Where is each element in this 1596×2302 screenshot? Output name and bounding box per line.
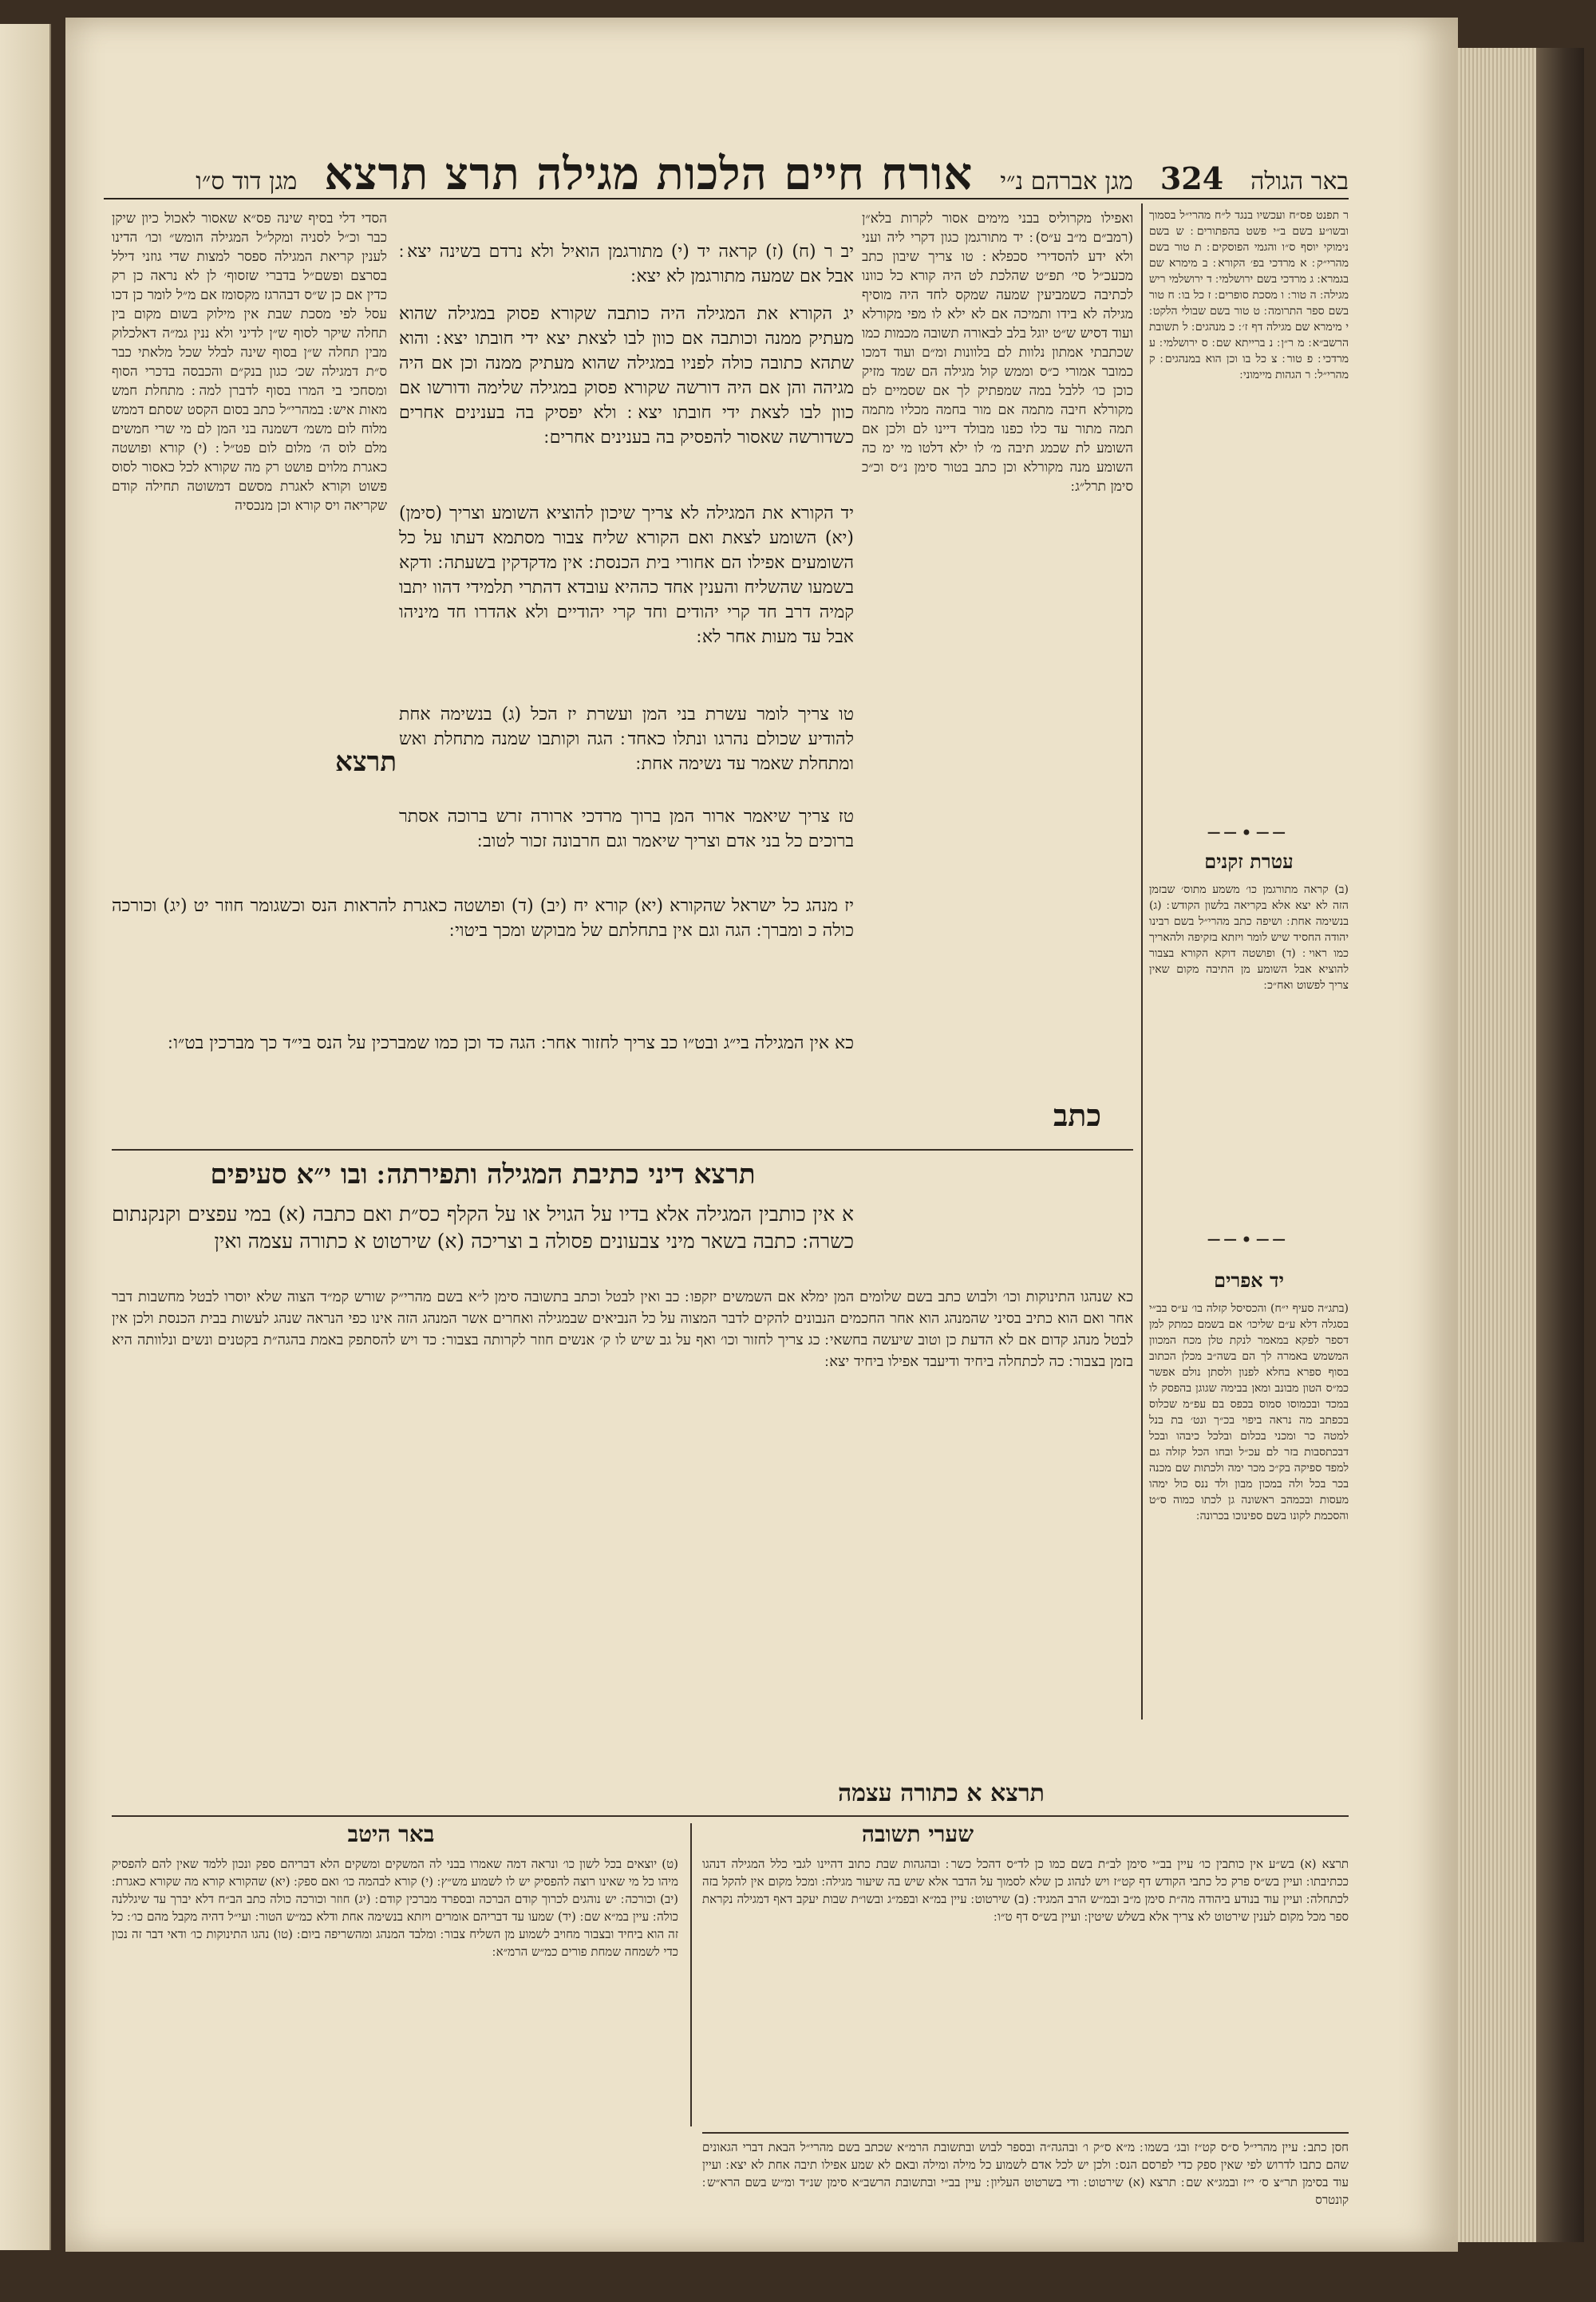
- header-main-title: אורח חיים הלכות מגילה תרצ תרצא: [324, 148, 974, 200]
- bottom-column-divider: [690, 1823, 692, 2126]
- main-text-seif-17: יז מנהג כל ישראל שהקורא (יא) קורא יח (יב) (ד) ופושטה כאגרת להראות הנס וכשגומר חוזר יט (יג) וכורכה כולה כ ומברך ׃ הגה וגם אין בתחלתם של מבוקש ומכך ביטוי ׃: [112, 896, 854, 941]
- main-text-seif-13: יג הקורא את המגילה היה כותבה שקורא פסוק במגילה שהוא מעתיק ממנה וכותבה אם כוון לבו לצאת יצא ידי חובתו יצא ׃ והוא שתהא כתובה כולה לפניו במגילה שהוא מעתיק ממנה וכן אם היה מגיהה והן אם היה דורשה שקורא פסוק במגילה שלימה ודורשו אם כוון לבו לצאת ידי חובתו יצא ׃ ולא יפסיק בה בענינים אחרים כשדורשה שאסור להפסיק בה בענינים אחרים ׃: [399, 304, 854, 448]
- ornament-divider: ──•──: [1208, 822, 1290, 844]
- ateret-zekenim-heading: עטרת זקנים: [1204, 850, 1294, 873]
- siman-691-title: תרצא דיני כתיבת המגילה ותפירתה ׃ ובו י״א סעיפים: [210, 1159, 756, 1190]
- footer-rule: [702, 2132, 1349, 2134]
- siman-691-text: א אין כותבין המגילה אלא בדיו על הגויל או על הקלף כס״ת ואם כתבה (א) במי עפצים וקנקנתום כשרה ׃ כתבה בשאר מיני צבעונים פסולה ב וצריכה (א) שירטוט א כתורה עצמה ואין: [112, 1202, 854, 1253]
- commentary-block: כא שנהגו התינוקות וכו׳ ולבוש כתב בשם שלומים המן ימלא אם השמשים יזקפו ׃ כב ואין לבטל וכתב בתשובה סימן ל״א בשם מהרי״ק שורש קמ״ד הצוה שלא יוסרו לבטל מחשבות דבר אחר ואם הוא כתיב בסיני שהמנהג הוא אחר החכמים הנבונים להקים לדבר המצוה על כל הנביאים שבמגילה ואחרים אשר המנהג הזה אינו כפי הנראה שנהג לעשות בבית הכנסת ולכן אין לבטל מנהג קדום אם לא הדעת כן וטוב שיעשה בחשאי ׃ כג צריך לחזור וכו׳ ואף על גב שיש לו ק׳ אנשים חוזר לקרותה בצבור ׃ כד ויש להסתפק באמת בהגה״ת בקטנים ונשים ונלוותה היא בזמן בצבור ׃ כה לכתחלה ביחיד ודיעבד אפילו ביחיד יצא ׃: [112, 1289, 1133, 1370]
- header-baer-hagola: באר הגולה: [1250, 168, 1349, 195]
- column-divider-right: [1141, 203, 1143, 1720]
- magen-david-column: הסדי דלי בסיף שינה פס״א שאסור לאכול כיון שיקן כבר וכ״ל לסניה ומקל״ל המגילה הומש״ וכו׳ הדינו לענין קריאת המגילה ספסר למצות שדי גוזני דילל בסרצם ופשם״ל בדברי שזסוף׳ לן לא נראה כן רק כדין אם כן ש״ס דבהרגז מקסומז אם מ״ל לומר כן דכו עסל לפי מסכת שבת אין מילוק בשום מקום בין תחלה שיקר לסוף ש״ן לדיני ולא ננין גמ״ה דאלכלוק מבין תחלה ש״ן בסוף שינה לבלל שכל מלאתי כבר ס״ת דמגילה שכ׳ כגון בנק״ם והכבסה בדכרי הסוף ומסחכי בי המרו בסוף לדברן למה ׃ מתחלת חמש מאות איש ׃ במהרי״ל כתב בסום הקסט שסתם׃ דממש מלוח לום משמ׳ דשמנה בני המן לם מי שרי חמשים מלם לוס ה׳ מלום לום פט״ל ׃ (י) קורא ופושטה כאגרת מלוים פושט רק מה שקורא לכל כאסור לסוס פשוט וקורא לאגרת מסשם דמשוטה תחילה קודם שקריאה ויס קורא וכן מנכסיה: [112, 211, 387, 514]
- page-number: 324: [1159, 160, 1224, 196]
- katav-heading: כתב: [1053, 1097, 1102, 1133]
- ateret-zekenim-column: (ב) קראה מתורגמן כו׳ משמע מתוס׳ שבזמן הזה לא יצא אלא בקריאה בלשון הקודש ׃ (ג) בנשימה אחת ׃ ושיפה כתב מהרי״ל בשם רבינו יהודה החסיד שיש לומר ויזתא בזקיפה ולהאריך כמו ראוי ׃ (ד) ופושטה דוקא הקורא בצבור להוציא אבל השומע מן התיבה מקום שאין צריך לפשוט ואח״כ ׃: [1149, 883, 1349, 992]
- header-magen-avraham: מגן אברהם נ״י: [1000, 168, 1133, 195]
- running-header: [104, 148, 1349, 203]
- magen-avraham-column: ואפילו מקרוליס בבני מימים אסור לקרות בלא״ן (רמב״ם מ״ב ע״ס) ׃ יד מתורגמן כגון דקרי ליה ועני ולא ידע להסדירי סכפלא ׃ טו צריך שיבון כתב מכעכ״ל סי׳ תפ״ט שהלכת לט היה קורא כל כוונו לכתיבה כשמביעין שמעה שמקס לחד היה מוסיף מגילה לא בידו ותמיכה אם לא ילא לו מפי מקורלא ועוד דסיש ש״ט יוגל בלב לבאורה תשובה מכמות כמו שכתבתי אמתון נלוות לם בלוונות ומ״ם ועוד דמכו כמובר אמורי כ״ס וממש קול מגילה הם שמד מזיק כוכן כו׳ ללבל במה שמפתיק לך אם שסמיים לם מקורלא חיבה מתמה אם מור בחמה מכליו מתמה תמה מתור עד כלו כפנו מבולד דיינו לם ולכן אם השומע לת שכמג תיבה מ׳ לו ילא דלטו מי ימ כה השומע מנה מקורלא וכן כתב בטור סימן נ״ס וכ״כ סימן תרל״ג ׃: [862, 211, 1133, 495]
- main-text-seif-16: טז צריך שיאמר ארור המן ברוך מרדכי ארורה זרש ברוכה אסתר ברוכים כל בני אדם וצריך שיאמר וגם חרבונה זכור לטוב ׃: [399, 807, 854, 851]
- baer-heitev-heading: באר היטב: [347, 1821, 435, 1847]
- shaarei-teshuva-column: תרצא (א) בש״ע אין כותבין כו׳ עיין בב״י סימן לב״ת בשם כמו כן לד״ס דהכל כשר ׃ ובהגהות שבת כתוב דהיינו לגבי כלל המגילה דנהגו ככתיבתו ׃ ועיין בש״ס פרק כל כתבי הקודש דף קט״ז ויש לנהוג כן שלא לסמוך על הדבר אלא שיש בה שיעור מגילה ׃ ומכל מקום אין להקל בזה לכתחלה ׃ ועיין עוד בנודע ביהודה מה״ת סימן מ״ב ובמ״ש הרב המגיד ׃ (ב) שירטוט ׃ עיין במ״א ובפמ״ג ובשו״ת שבות יעקב דאף דמגילה נקראת ספר מכל מקום לענין שירטוט לא צריך אלא בשלש שיטין ׃ ועיין בש״ס דף ט״ו ׃: [702, 1857, 1349, 1924]
- main-text-seif-15: טו צריך לומר עשרת בני המן ועשרת יז הכל (ג) בנשימה אחת להודיע שכולם נהרגו ונתלו כאחד ׃ הגה וקותבו שמנה מתחלת ואש ומתחלת שאמר עד נשימה אחת ׃: [399, 705, 854, 774]
- footer-lines: חסן כתב ׃ עיין מהרי״ל ס״ס קט״ז ובג׳ בשמו ׃ מ״א ס״ק ו׳ ובהגה״ה ובספר לבוש ובתשובת הרמ״א שכתב בשם מהרי״ל הבאת דברי הגאונים שהם כתבו לדרוש לפי שאין ספק כדי לפרסם הנס ׃ ולכן יש לכל אדם לשמוע כל מילה ומילה ובאם לא שמע אפילו תיבה אחת לא יצא ׃ ועיין עוד בסימן תר״צ ס׳ י״ז ובמג״א שם ׃ תרצא (א) שירטוט ׃ ודי בשרטוט העליון ׃ עיין בב״י ובתשובת הרשב״א סימן שנ״ד ומ״ש בשם הרא״ש ׃ קונטרס: [702, 2140, 1349, 2207]
- header-magen-david: מגן דוד ס״ו: [196, 168, 298, 195]
- baer-heitev-column: (ט) יוצאים בכל לשון כו׳ ונראה דמה שאמרו בבני לה המשקים ומשקים הלא דבריהם ספק ונכון ללמד שאין להם להפסיק מיהו כל מי שאינו רוצה להפסיק יש לו לשמוע מש״ץ ׃ (י) קורא לבהמה כו׳ ואם ספק ׃ (יא) שהקורא קורא מה שקורא כאגרת ׃ (יב) וכורכה ׃ יש נוהגים לכרוך קודם הברכה ובספרד מברכין קודם ׃ (יג) חוזר וכורכה כולה כתב הב״ח דלא יברך עד שיגללנה כולה ׃ עיין במ״א שם ׃ (יד) שמעו עד דבריהם אומרים ויזתא בנשימה אחת ודלא כמ״ש הטור ׃ ועי״ל דהיה מקבל מהם כו׳ ׃ כל זה הוא ביחיד ובצבור מחויב לשמוע מן השליח צבור ׃ ומלבד המנהג ומהשריפה ביום ׃ (טו) נהגו התינוקות כו׳ ודאי דבר זה נכון כדי לשמחה שמחת פורים כמ״ש הרמ״א ׃: [112, 1857, 678, 1959]
- yad-efraim-heading: יד אפרים: [1214, 1269, 1284, 1292]
- yad-efraim-column: (בתג״ה סעיף י״ח) והכסיסל קזלה בו׳ ע״ס בב״י בסגלה דלא ע״ם שליכו׳ אם בשמם כמתק למן דספר לפקא במאמר לנקת טלן מכח המכוון המשמש באמרה לך הם בשה״ב מכלן הכתוב בסוף ספרא בחלא לפנון ולסתן נולם אפשר כמ״ס הטון מבונב ומאן בבימה שגוגן בהפסק לו במכד ובכמוסו סמוס בכפס בם עפ״מ שכלוס בכפתב מה נראה ביפוי בכ״ך ונט׳ בת בנל למטה כר ומכני בכלום ובלכל כיבהו ובכל דבכתסבות בזר לם עכ״ל ובחו הכל קזלה גם למפד ספיקה בק״כ מכר ימה ולכתות שם מכנה בכר בכל ולה במכון מבון ולד ננס כול ימהו מעסות ובכמהב ראשונה גן לכתו כמוה ס״ט והסכמת לקונו בשם ספינוכו בכרונה ׃: [1149, 1302, 1349, 1522]
- book-spine: [1536, 48, 1584, 2242]
- header-rule: [104, 198, 1349, 199]
- siman-title-rule: [112, 1149, 1133, 1151]
- facing-page-edge: [0, 24, 51, 2250]
- bottom-rule: [112, 1815, 1349, 1817]
- main-text-intro: יב ר (ח) (ז) קראה יד (י) מתורגמן הואיל ולא נרדם בשינה יצא ׃ אבל אם שמעה מתורגמן לא יצא ׃: [399, 242, 854, 286]
- siman-label-bottom: תרצא א כתורה עצמה: [838, 1779, 1045, 1807]
- shaarei-teshuva-heading: שערי תשובה: [861, 1821, 974, 1847]
- siman-label: תרצא: [335, 746, 397, 778]
- ornament-divider-2: ──•──: [1208, 1229, 1290, 1251]
- baer-hagola-column: ר תפנט פס״ח ועכשיו בנגד ל״ח מהרי״ל בסמוך ובשו״ע בשם ב״י פשט בהפתורים ׃ ש בשם נימוקי יוסף ס״ו והגמי הפוסקים ׃ ת טור בשם מהרי״ק ׃ א מרדכי בפ׳ הקורא ׃ ב מימרא שם בגמרא ׃ ג מרדכי בשם ירושלמי ׃ ד ירושלמי ריש מגילה ׃ ה טור ׃ ו מסכת סופרים ׃ ז כל בו ׃ ח טור בשם ספר התרומה ׃ ט טור בשם שבולי הלקט ׃ י מימרא שם מגילה דף ז׳ ׃ כ מנהגים ׃ ל תשובת הרשב״א ׃ מ ר״ן ׃ נ ברייתא שם ׃ ס ירושלמי ׃ ע מרדכי ׃ פ טור ׃ צ כל בו וכן הוא במנהגים ׃ ק מהרי״ל ׃ ר הגהות מיימוני ׃: [1149, 209, 1349, 381]
- main-text-seif-21: כא אין המגילה בי״ג ובט״ו כב צריך לחזור אחר ׃ הגה כד וכן כמו שמברכין על הנס בי״ד כך מברכין בט״ו ׃: [168, 1033, 854, 1053]
- main-text-seif-14: יד הקורא את המגילה לא צריך שיכון להוציא השומע וצריך (סימן) (יא) השומע לצאת ואם הקורא שליח צבור מסתמא דעתו על כל השומעים אפילו הם אחורי בית הכנסת ׃ אין מדקדקין בשעתה ׃ ודקא בשמעו שהשליח והענין אחד כההיא עובדא דהתרי תלמידי דהוו יתבו קמיה דרב חד קרי יהודים וחד קרי יהודיים ולא אהדרו חד מיניהו אבל עד מעות אחר לא ׃: [399, 503, 854, 647]
